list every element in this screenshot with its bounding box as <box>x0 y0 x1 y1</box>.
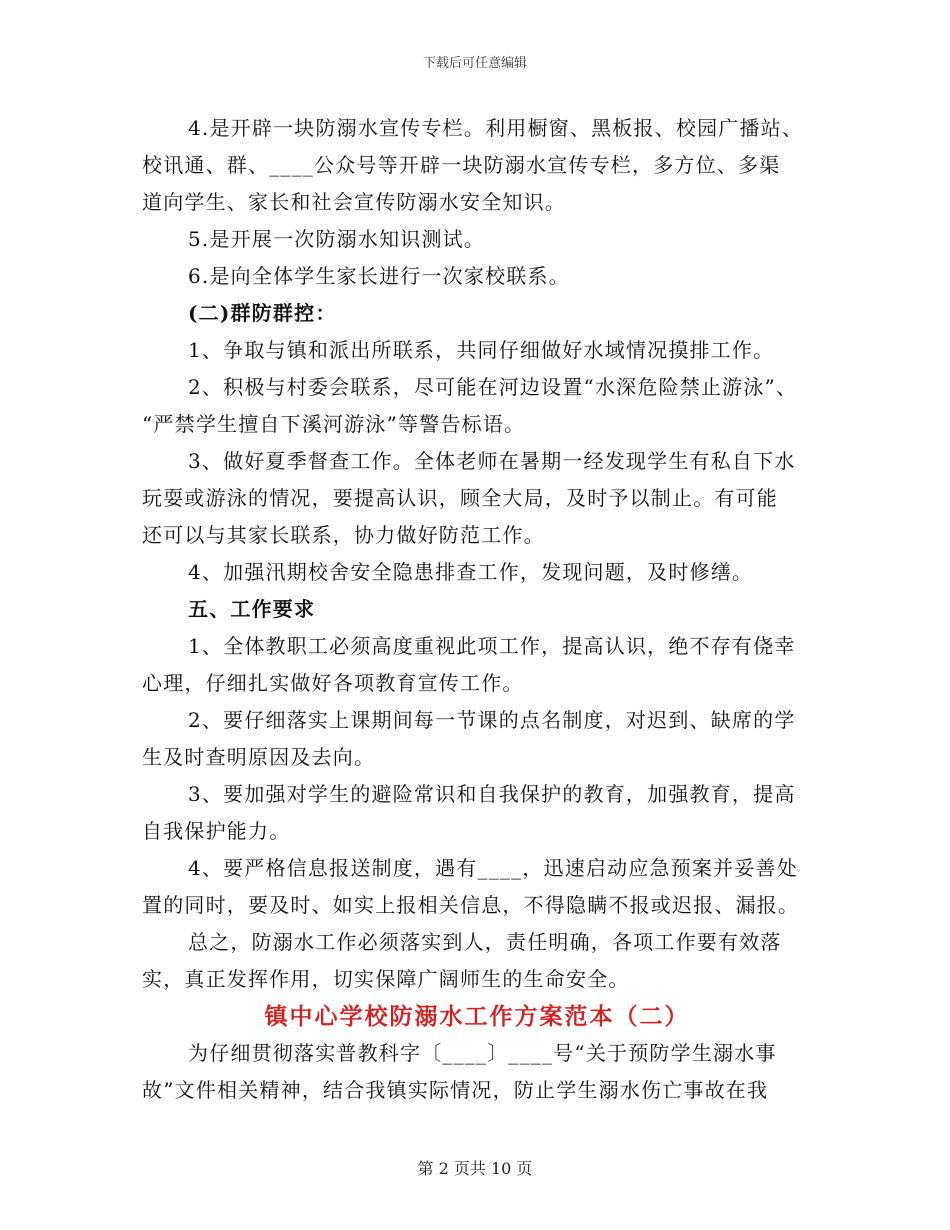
paragraph-line: 自我保护能力。 <box>142 819 291 843</box>
paragraph-line: 故”文件相关精神，结合我镇实际情况，防止学生溺水伤亡事故在我 <box>142 1078 769 1102</box>
paragraph-line: 生及时查明原因及去向。 <box>142 745 376 769</box>
document-title: 镇中心学校防溺水工作方案范本（二） <box>264 1003 690 1030</box>
paragraph-line: 实，真正发挥作用，切实保障广阔师生的生命安全。 <box>142 967 630 991</box>
paragraph-line: 1、全体教职工必须高度重视此项工作，提高认识，绝不存有侥幸 <box>188 634 796 658</box>
paragraph-line: 6.是向全体学生家长进行一次家校联系。 <box>188 264 570 288</box>
paragraph-line: 4.是开辟一块防溺水宣传专栏。利用橱窗、黑板报、校园广播站、 <box>188 116 804 140</box>
paragraph-line: 为仔细贯彻落实普教科字〔____〕____号“关于预防学生溺水事 <box>188 1041 777 1065</box>
page-footer: 第 2 页共 10 页 <box>417 1159 533 1178</box>
page-header: 下载后可任意编辑 <box>422 56 527 71</box>
paragraph-line: 4、要严格信息报送制度，遇有____，迅速启动应急预案并妥善处 <box>188 856 798 880</box>
paragraph-line: 还可以与其家长联系，协力做好防范工作。 <box>142 523 545 547</box>
paragraph-line: 3、要加强对学生的避险常识和自我保护的教育，加强教育，提高 <box>188 782 796 806</box>
section-heading: (二)群防群控： <box>188 301 337 325</box>
paragraph-line: “严禁学生擅自下溪河游泳”等警告标语。 <box>142 412 526 436</box>
paragraph-line: 2、要仔细落实上课期间每一节课的点名制度，对迟到、缺席的学 <box>188 708 796 732</box>
paragraph-line: 置的同时，要及时、如实上报相关信息，不得隐瞒不报或迟报、漏报。 <box>142 893 800 917</box>
paragraph-line: 玩耍或游泳的情况，要提高认识，顾全大局，及时予以制止。有可能 <box>142 486 778 510</box>
section-heading: 五、工作要求 <box>188 597 316 621</box>
paragraph-line: 1、争取与镇和派出所联系，共同仔细做好水域情况摸排工作。 <box>188 338 775 362</box>
paragraph-line: 校讯通、群、____公众号等开辟一块防溺水宣传专栏，多方位、多渠 <box>142 153 781 177</box>
document-body <box>142 110 812 1109</box>
paragraph-line: 4、加强汛期校舍安全隐患排查工作，发现问题，及时修缮。 <box>188 560 754 584</box>
paragraph-line: 总之，防溺水工作必须落实到人，责任明确，各项工作要有效落 <box>188 930 782 954</box>
paragraph-line: 心理，仔细扎实做好各项教育宣传工作。 <box>142 671 524 695</box>
paragraph-line: 5.是开展一次防溺水知识测试。 <box>188 227 486 251</box>
paragraph-line: 道向学生、家长和社会宣传防溺水安全知识。 <box>142 190 566 214</box>
paragraph-line: 2、积极与村委会联系，尽可能在河边设置“水深危险禁止游泳”、 <box>188 375 798 399</box>
paragraph-line: 3、做好夏季督查工作。全体老师在暑期一经发现学生有私自下水 <box>188 449 796 473</box>
